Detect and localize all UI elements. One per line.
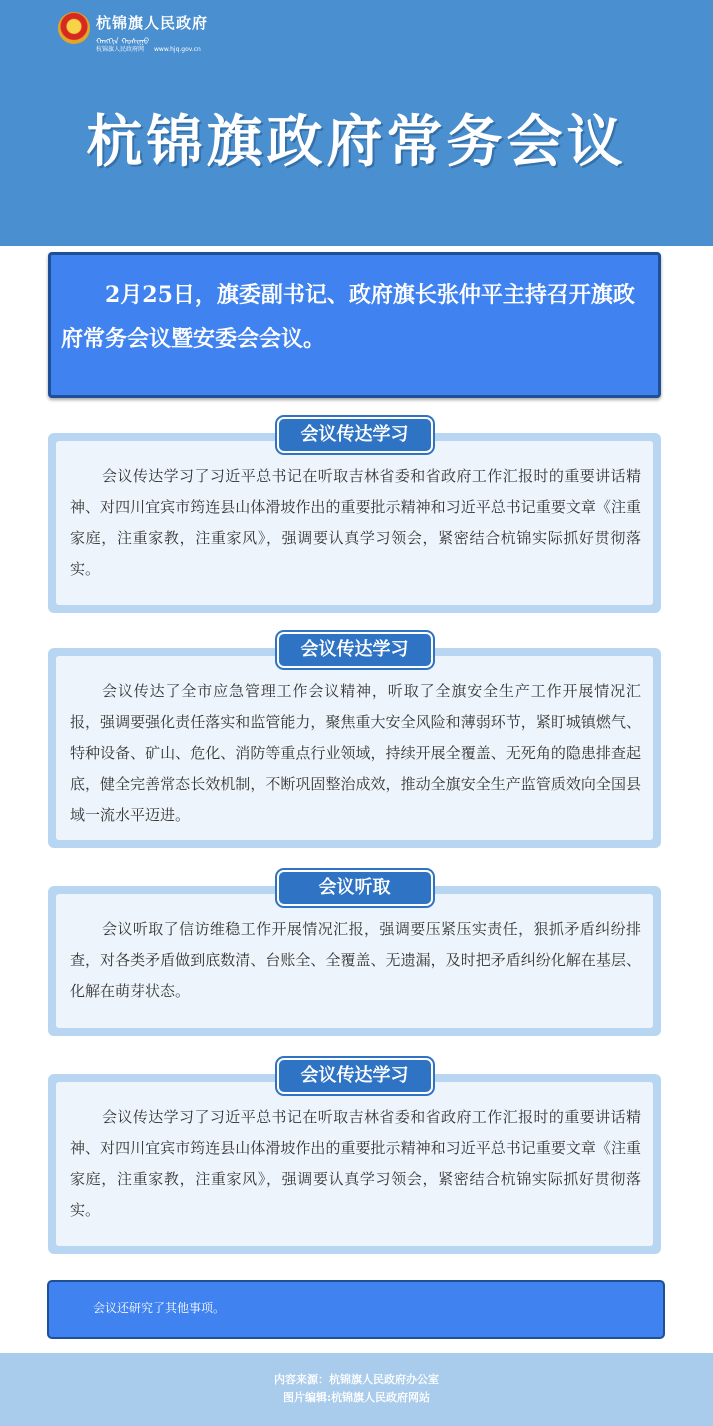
section-4-panel — [56, 1082, 653, 1246]
section-2-text: 会议传达了全市应急管理工作会议精神，听取了全旗安全生产工作开展情况汇报，强调要强化责任落实和监管能力，聚焦重大安全风险和薄弱环节，紧盯城镇燃气、特种设备、矿山、危化、消防等重点行业领域，持续开展全覆盖、无死角的隐患排查起底，健全完善常态长效机制，不断巩固整治成效，推动全旗安全生产监管质效向全国县域一流水平迈进。 — [70, 682, 641, 824]
lead-box — [48, 252, 661, 398]
section-2-badge: 会议传达学习 — [277, 632, 433, 668]
section-4 — [48, 1065, 661, 1254]
site-logo[interactable] — [58, 12, 228, 56]
outro-text: 会议还研究了其他事项。 — [93, 1301, 226, 1315]
section-4-badge: 会议传达学习 — [277, 1058, 433, 1094]
footer-editor: 图片编辑:杭锦旗人民政府网站 — [282, 1391, 431, 1404]
logo-mongolian-script: ᠬᠠᠩᠭᠢᠨ ᠬᠣᠰᠢᠭᠤ — [96, 37, 150, 46]
national-emblem-icon — [58, 12, 90, 44]
section-1-badge: 会议传达学习 — [277, 417, 433, 453]
section-1-panel — [56, 441, 653, 605]
logo-subtitle-text: 杭锦旗人民政府网 — [96, 46, 145, 53]
section-2 — [48, 639, 661, 848]
logo-url: www.hjq.gov.cn — [154, 46, 201, 53]
section-3-text: 会议听取了信访维稳工作开展情况汇报，强调要压紧压实责任，狠抓矛盾纠纷排查，对各类矛盾做到底数清、台账全、全覆盖、无遗漏，及时把矛盾纠纷化解在基层、化解在萌芽状态。 — [70, 920, 641, 1000]
page-title: 杭锦旗政府常务会议 — [86, 109, 627, 175]
section-3-badge: 会议听取 — [277, 870, 433, 906]
logo-subtitle — [96, 44, 201, 53]
section-4-text: 会议传达学习了习近平总书记在听取吉林省委和省政府工作汇报时的重要讲话精神、对四川宜宾市筠连县山体滑坡作出的重要批示精神和习近平总书记重要文章《注重家庭，注重家教，注重家风》，强调要认真学习领会，紧密结合杭锦实际抓好贯彻落实。 — [70, 1108, 641, 1219]
lead-text: 2月25日，旗委副书记、政府旗长张仲平主持召开旗政府常务会议暨安委会会议。 — [61, 282, 635, 352]
section-1 — [48, 424, 661, 613]
page-footer — [0, 1353, 713, 1426]
logo-name: 杭锦旗人民政府 — [96, 14, 209, 32]
page-header — [0, 0, 713, 246]
section-1-text: 会议传达学习了习近平总书记在听取吉林省委和省政府工作汇报时的重要讲话精神、对四川宜宾市筠连县山体滑坡作出的重要批示精神和习近平总书记重要文章《注重家庭，注重家教，注重家风》，强调要认真学习领会，紧密结合杭锦实际抓好贯彻落实。 — [70, 467, 641, 578]
section-2-panel — [56, 656, 653, 840]
section-3 — [48, 877, 661, 1036]
section-3-panel — [56, 894, 653, 1028]
outro-box — [47, 1280, 665, 1339]
footer-source: 内容来源：杭锦旗人民政府办公室 — [274, 1373, 439, 1386]
